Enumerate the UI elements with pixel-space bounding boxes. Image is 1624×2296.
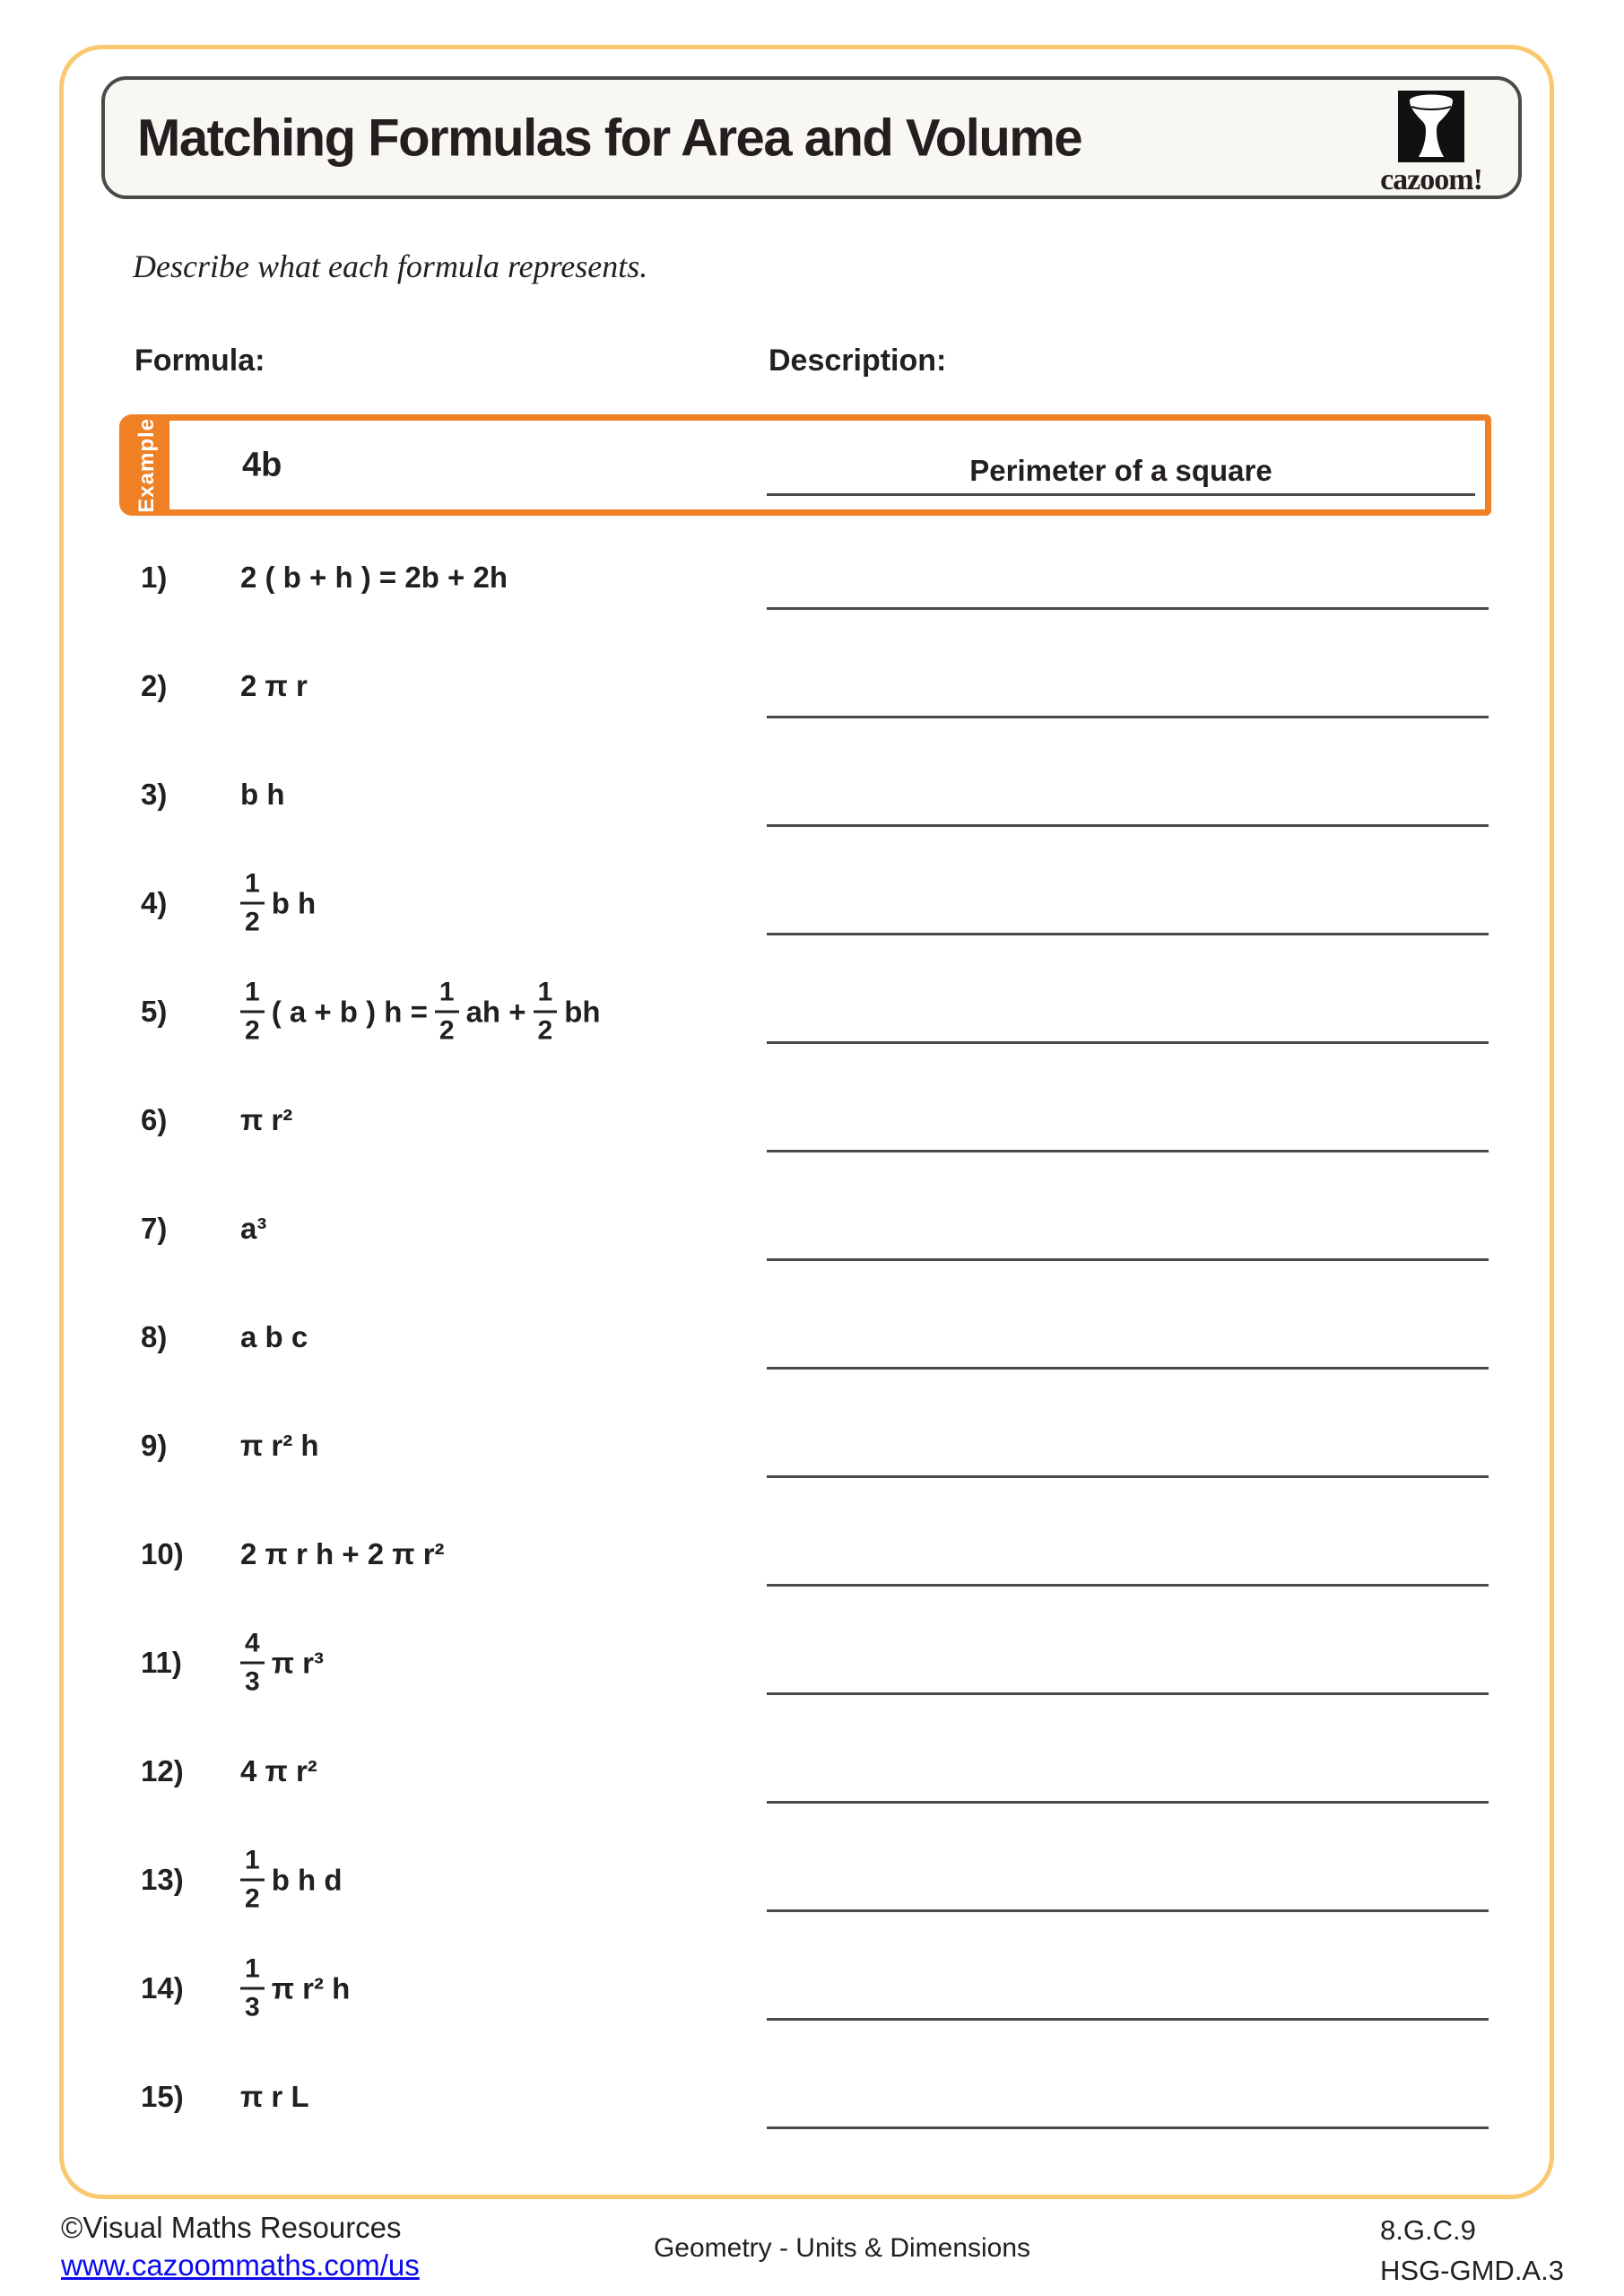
formula-text: 4b (242, 446, 282, 483)
formula-text: π r L (240, 2080, 309, 2113)
formula-row (0, 523, 1624, 632)
formula-expression (240, 669, 308, 703)
item-number: 15) (141, 2080, 184, 2113)
fraction (240, 1628, 265, 1697)
worksheet-header (101, 76, 1522, 199)
fraction-denominator: 2 (245, 1015, 260, 1046)
fraction-denominator: 2 (439, 1015, 455, 1046)
formula-text: π r³ (271, 1646, 324, 1679)
djembe-drum-icon (1398, 91, 1464, 162)
instruction-text: Describe what each formula represents. (133, 248, 648, 284)
formula-text: a³ (240, 1212, 267, 1245)
fraction (534, 979, 558, 1045)
footer-standards (1380, 2213, 1564, 2294)
formula-row (0, 1283, 1624, 1392)
formula-expression (240, 1628, 324, 1697)
item-number: 11) (141, 1646, 182, 1679)
answer-blank-line (767, 1258, 1489, 1261)
item-number: 8) (141, 1320, 168, 1353)
formula-expression (240, 561, 508, 595)
copyright-text: ©Visual Maths Resources (61, 2211, 402, 2244)
example-description: Perimeter of a square (969, 454, 1272, 487)
answer-blank-line (767, 824, 1489, 827)
formula-expression (240, 1320, 308, 1354)
item-number: 9) (141, 1429, 168, 1462)
fraction (240, 1845, 265, 1914)
formula-text: 4 π r² (240, 1754, 317, 1787)
formula-text: 2 π r h + 2 π r² (240, 1537, 445, 1570)
footer-topic: Geometry - Units & Dimensions (653, 2233, 1031, 2263)
formula-text: b h (240, 778, 285, 811)
formula-expression (240, 1212, 266, 1246)
answer-blank-line (767, 2018, 1489, 2021)
formula-text: b h d (271, 1863, 343, 1896)
formula-row (0, 1065, 1624, 1175)
formula-text: ( a + b ) h = (271, 995, 428, 1028)
answer-blank-line (767, 1475, 1489, 1478)
example-tab-label: Example (135, 417, 159, 513)
fraction-numerator: 1 (240, 1848, 265, 1882)
item-number: 12) (141, 1754, 184, 1787)
website-link[interactable]: www.cazoommaths.com/us (61, 2248, 420, 2283)
example-answer-line (767, 421, 1475, 496)
fraction-numerator: 1 (240, 1956, 265, 1990)
formula-text: b h (271, 886, 317, 919)
formula-expression (240, 1754, 317, 1788)
fraction (240, 868, 265, 937)
fraction-denominator: 2 (537, 1015, 553, 1046)
answer-blank-line (767, 933, 1489, 935)
standard-code: HSG-GMD.A.3 (1380, 2255, 1564, 2287)
formula-text: bh (564, 995, 601, 1028)
formula-text: 2 π r (240, 669, 308, 702)
formula-text: π r² (240, 1103, 293, 1136)
formula-row (0, 2042, 1624, 2152)
formula-text: a b c (240, 1320, 308, 1353)
formula-row (0, 1825, 1624, 1935)
item-number: 14) (141, 1971, 184, 2005)
formula-expression (240, 778, 284, 812)
answer-blank-line (767, 1150, 1489, 1152)
answer-blank-line (767, 2126, 1489, 2129)
column-header-formula: Formula: (135, 344, 265, 378)
cazoom-logo (1364, 91, 1498, 196)
answer-blank-line (767, 1801, 1489, 1804)
formula-row (0, 1174, 1624, 1283)
formula-row (0, 740, 1624, 849)
example-row (163, 414, 1491, 516)
fraction (240, 1953, 265, 2022)
formula-row (0, 1934, 1624, 2043)
item-number: 2) (141, 669, 168, 702)
formula-row (0, 1717, 1624, 1826)
formula-row (0, 1391, 1624, 1500)
formula-text: 2 ( b + h ) = 2b + 2h (240, 561, 508, 594)
item-number: 4) (141, 886, 168, 919)
answer-blank-line (767, 1367, 1489, 1370)
fraction (435, 979, 459, 1045)
formula-row (0, 848, 1624, 958)
formula-row (0, 957, 1624, 1066)
fraction-denominator: 3 (245, 1666, 260, 1697)
formula-expression (240, 1429, 319, 1463)
item-number: 3) (141, 778, 168, 811)
formula-expression (240, 868, 317, 937)
formula-expression (240, 1845, 343, 1914)
fraction-denominator: 2 (245, 907, 260, 937)
answer-blank-line (767, 1909, 1489, 1912)
brand-name: cazoom! (1380, 163, 1482, 196)
formula-expression (240, 1103, 292, 1137)
fraction (240, 979, 265, 1045)
answer-blank-line (767, 1041, 1489, 1044)
fraction-numerator: 1 (240, 871, 265, 905)
column-header-description: Description: (769, 344, 947, 378)
answer-blank-line (767, 607, 1489, 610)
fraction-numerator: 4 (240, 1631, 265, 1665)
fraction-numerator: 1 (534, 979, 558, 1013)
formula-row (0, 1608, 1624, 1718)
formula-text: ah + (465, 995, 526, 1028)
item-number: 1) (141, 561, 168, 594)
answer-blank-line (767, 1584, 1489, 1587)
fraction-numerator: 1 (435, 979, 459, 1013)
answer-blank-line (767, 716, 1489, 718)
formula-text: π r² h (271, 1971, 351, 2005)
item-number: 7) (141, 1212, 168, 1245)
example-formula (242, 446, 282, 484)
item-number: 5) (141, 995, 168, 1028)
page-title: Matching Formulas for Area and Volume (137, 109, 1082, 167)
answer-blank-line (767, 1692, 1489, 1695)
fraction-denominator: 3 (245, 1992, 260, 2022)
formula-row (0, 631, 1624, 741)
fraction-denominator: 2 (245, 1883, 260, 1914)
standard-code: 8.G.C.9 (1380, 2214, 1476, 2246)
formula-expression (240, 1953, 351, 2022)
formula-expression (240, 979, 601, 1045)
formula-row (0, 1500, 1624, 1609)
item-number: 6) (141, 1103, 168, 1136)
fraction-numerator: 1 (240, 979, 265, 1013)
item-number: 10) (141, 1537, 184, 1570)
item-number: 13) (141, 1863, 184, 1896)
formula-expression (240, 2080, 309, 2114)
formula-text: π r² h (240, 1429, 319, 1462)
formula-expression (240, 1537, 445, 1571)
